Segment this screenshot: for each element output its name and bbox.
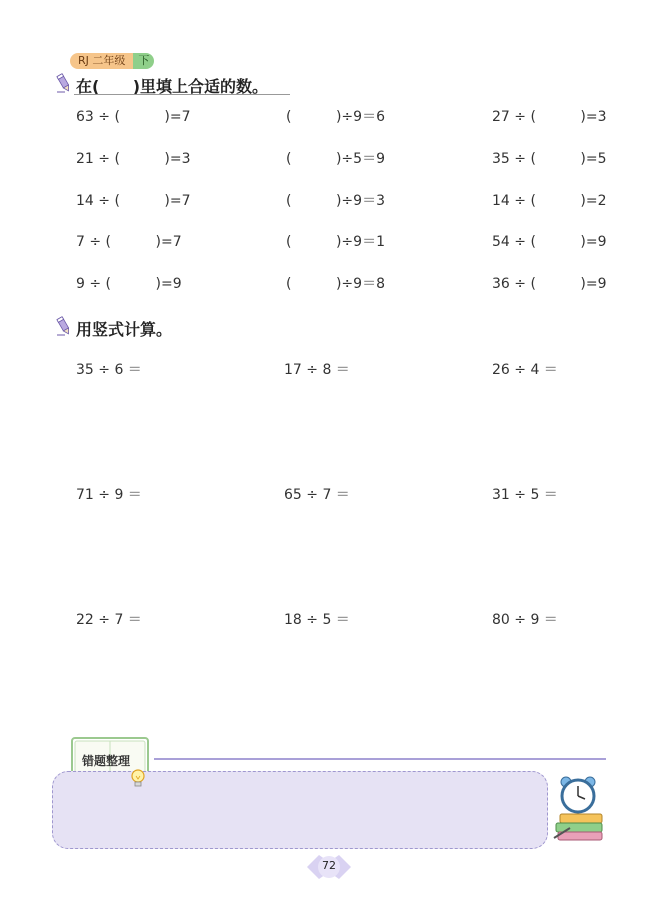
page-number: 72: [322, 859, 336, 872]
fill-blank-item[interactable]: 14 ÷ ( )=7: [76, 193, 191, 209]
fill-blank-item[interactable]: 35 ÷ ( )=5: [492, 151, 607, 167]
alarm-clock-books-icon: [552, 772, 608, 842]
calc-item[interactable]: 65 ÷ 7 ＝: [284, 487, 350, 503]
fill-blank-item[interactable]: 54 ÷ ( )=9: [492, 234, 607, 250]
section2-title: 用竖式计算。: [76, 320, 173, 339]
calc-item[interactable]: 80 ÷ 9 ＝: [492, 612, 558, 628]
term-label: 下: [133, 53, 154, 69]
fill-blank-item[interactable]: ( )÷9＝1: [286, 234, 385, 250]
calc-item[interactable]: 31 ÷ 5 ＝: [492, 487, 558, 503]
mistakes-label: 错题整理: [82, 754, 131, 768]
grade-badge: [70, 53, 154, 69]
section1-title: 在( )里填上合适的数。: [76, 77, 269, 96]
pencil-icon: [56, 73, 72, 93]
pencil-icon: [56, 316, 72, 336]
fill-blank-item[interactable]: 21 ÷ ( )=3: [76, 151, 191, 167]
lightbulb-icon: [130, 768, 146, 790]
section1-underline: [74, 94, 290, 95]
fill-blank-item[interactable]: ( )÷9＝8: [286, 276, 385, 292]
calc-item[interactable]: 26 ÷ 4 ＝: [492, 362, 558, 378]
fill-blank-item[interactable]: 14 ÷ ( )=2: [492, 193, 607, 209]
calc-item[interactable]: 71 ÷ 9 ＝: [76, 487, 142, 503]
fill-blank-item[interactable]: ( )÷9＝3: [286, 193, 385, 209]
fill-blank-item[interactable]: 36 ÷ ( )=9: [492, 276, 607, 292]
fill-blank-item[interactable]: ( )÷5＝9: [286, 151, 385, 167]
fill-blank-item[interactable]: 7 ÷ ( )=7: [76, 234, 182, 250]
fill-blank-item[interactable]: 9 ÷ ( )=9: [76, 276, 182, 292]
calc-item[interactable]: 35 ÷ 6 ＝: [76, 362, 142, 378]
mistakes-divider: [154, 758, 606, 760]
fill-blank-item[interactable]: 27 ÷ ( )=3: [492, 109, 607, 125]
mistakes-note-box[interactable]: [52, 771, 548, 849]
calc-item[interactable]: 18 ÷ 5 ＝: [284, 612, 350, 628]
calc-item[interactable]: 22 ÷ 7 ＝: [76, 612, 142, 628]
fill-blank-item[interactable]: ( )÷9＝6: [286, 109, 385, 125]
fill-blank-item[interactable]: 63 ÷ ( )=7: [76, 109, 191, 125]
calc-item[interactable]: 17 ÷ 8 ＝: [284, 362, 350, 378]
grade-label: RJ 二年级: [70, 53, 133, 69]
